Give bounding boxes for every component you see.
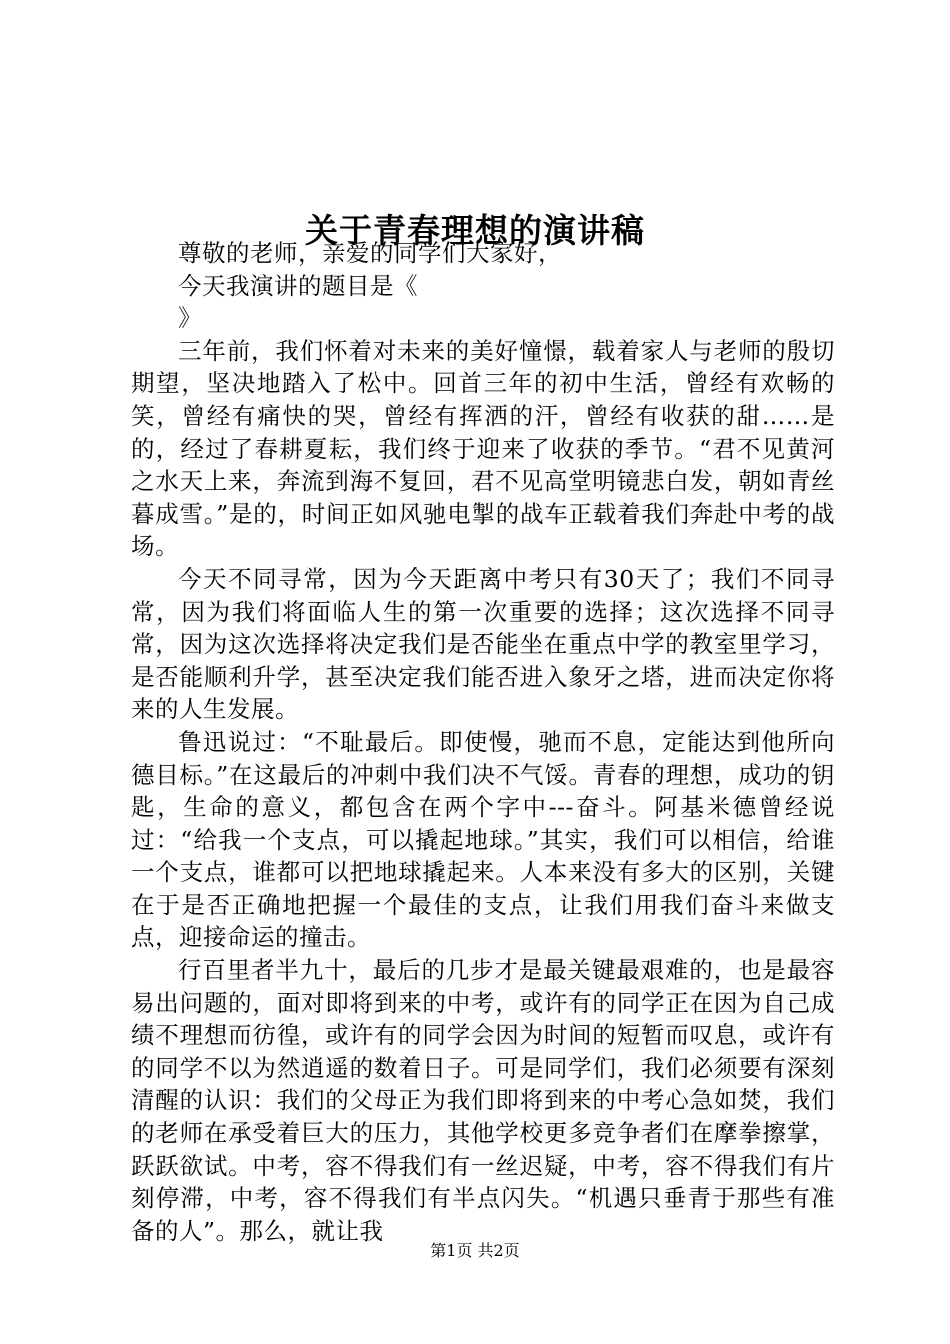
greeting-paragraph: 尊敬的老师，亲爱的同学们大家好， — [178, 239, 562, 267]
topic-close-paragraph: 》 — [178, 304, 202, 333]
body-paragraph: 行百里者半九十，最后的几步才是最关键最艰难的，也是最容易出问题的，面对即将到来的中考，或许有的同学正在因为自己成绩不理想而彷徨，或许有的同学会因为时间的短暂而叹息，或许有的同学不以为然逍遥的数着日子。可是同学们，我们必须要有深刻清醒的认识：我们的父母正为我们即将到来的中考心急如焚，我们的老师在承受着巨大的压力，其他学校更多竞争者们在摩拳擦掌，跃跃欲试。中考，容不得我们有一丝迟疑，中考，容不得我们有片刻停滞，中考，容不得我们有半点闪失。“机遇只垂青于那些有准备的人”。那么，就让我 — [131, 956, 835, 1245]
body-paragraph: 今天不同寻常，因为今天距离中考只有30天了；我们不同寻常，因为我们将面临人生的第一次重要的选择；这次选择不同寻常，因为这次选择将决定我们是否能坐在重点中学的教室里学习，是否能顺利升学，甚至决定我们能否进入象牙之塔，进而决定你将来的人生发展。 — [131, 564, 835, 724]
document-body — [131, 237, 835, 1247]
body-paragraph: 鲁迅说过：“不耻最后。即使慢，驰而不息，定能达到他所向德目标。”在这最后的冲刺中我们决不气馁。青春的理想，成功的钥匙，生命的意义，都包含在两个字中---奋斗。阿基米德曾经说过：“给我一个支点，可以撬起地球。”其实，我们可以相信，给谁一个支点，谁都可以把地球撬起来。人本来没有多大的区别，关键在于是否正确地把握一个最佳的支点，让我们用我们奋斗来做支点，迎接命运的撞击。 — [131, 727, 835, 952]
topic-paragraph: 今天我演讲的题目是《 — [178, 271, 418, 300]
page-footer: 第1页 共2页 — [430, 1241, 520, 1260]
document-title: 关于青春理想的演讲稿 — [305, 211, 645, 251]
body-paragraph: 三年前，我们怀着对未来的美好憧憬，载着家人与老师的殷切期望，坚决地踏入了松中。回首三年的初中生活，曾经有欢畅的笑，曾经有痛快的哭，曾经有挥洒的汗，曾经有收获的甜……是的，经过了春耕夏耘，我们终于迎来了收获的季节。“君不见黄河之水天上来，奔流到海不复回，君不见高堂明镜悲白发，朝如青丝暮成雪。”是的，时间正如风驰电掣的战车正载着我们奔赴中考的战场。 — [131, 336, 835, 561]
